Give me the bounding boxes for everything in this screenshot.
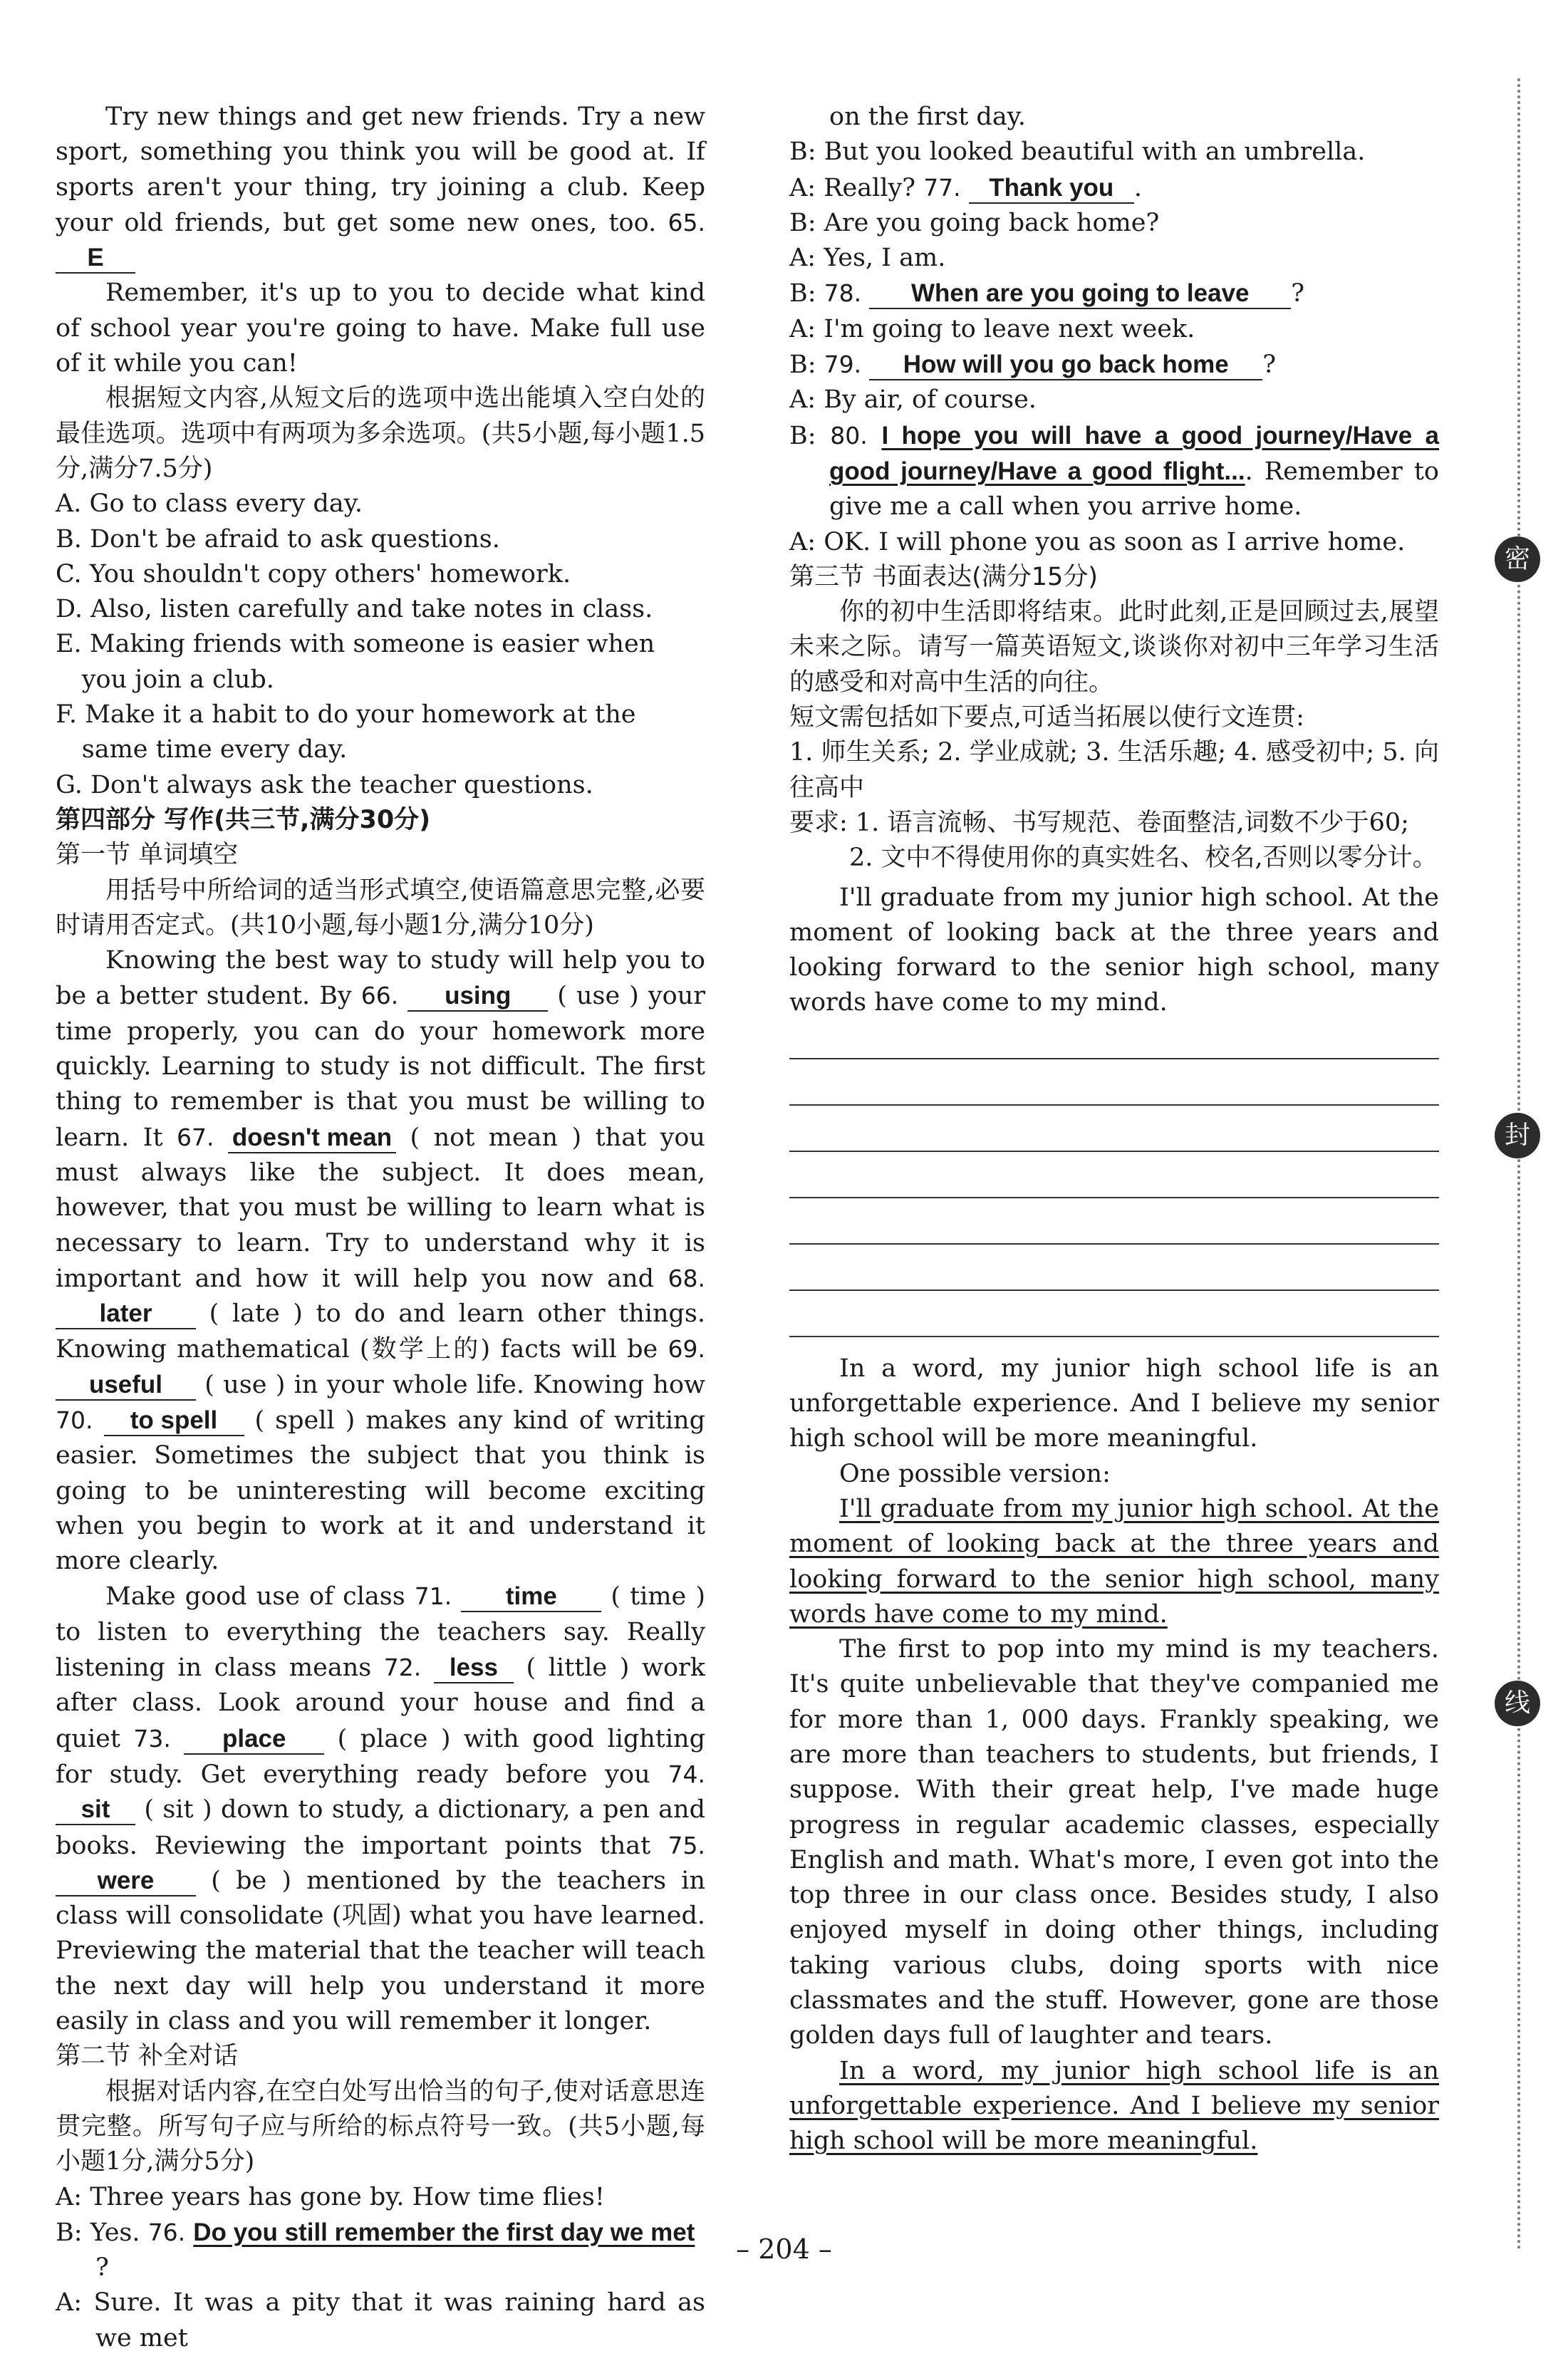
page-number: – 204 – — [736, 2233, 832, 2265]
writing-line — [789, 1336, 1439, 1337]
writing-line — [789, 1104, 1439, 1106]
dialogue-line: B: 78. When are you going to leave ? — [789, 279, 1305, 308]
question-number: 71. — [414, 1582, 452, 1611]
question-number: 66. — [360, 982, 399, 1010]
answer-74: sit — [56, 1795, 135, 1825]
dialogue-line: A: I'm going to leave next week. — [789, 314, 1195, 343]
option-b: B. Don't be afraid to ask questions. — [56, 524, 500, 554]
writing-line — [789, 1289, 1439, 1291]
paragraph-text: Try new things and get new friends. Try a new sport, something you think you will be good at. If sports aren't your thing, try joining a club. Keep your old friends, but get some new ones, too. — [56, 103, 705, 237]
essay-closing: In a word, my junior high school life is an unforgettable experience. And I believe my senior high school will be more meaningful. — [789, 1354, 1439, 1453]
answer-66: using — [407, 982, 548, 1012]
question-number: 70. — [56, 1406, 93, 1434]
dialogue-line: A: Sure. It was a pity that it was raining hard as we met — [56, 2288, 705, 2352]
answer-67: doesn't mean — [228, 1123, 396, 1153]
dialogue-line: B: 79. How will you go back home ? — [789, 351, 1277, 380]
writing-line — [789, 1197, 1439, 1198]
writing-lines — [789, 1058, 1439, 1337]
writing-line — [789, 1151, 1439, 1152]
question-number: 69. — [668, 1335, 705, 1364]
question-number: 67. — [176, 1123, 214, 1151]
instruction: 短文需包括如下要点,可适当拓展以使行文连贯: — [789, 703, 1304, 732]
section-title: 第一节 单词填空 — [56, 841, 239, 870]
question-number: 78. — [824, 279, 862, 308]
question-number: 65. — [668, 208, 705, 237]
answer-75: were — [56, 1867, 196, 1896]
instruction: 用括号中所给词的适当形式填空,使语篇意思完整,必要时请用否定式。(共10小题,每小题1分,满分10分) — [56, 876, 705, 940]
seal-mark: 封 — [1495, 1113, 1540, 1158]
question-number: 77. — [923, 173, 961, 202]
option-f: F. Make it a habit to do your homework at the same time every day. — [56, 700, 636, 764]
seal-mark: 密 — [1495, 536, 1540, 582]
question-number: 80. — [830, 421, 868, 450]
answer-80: I hope you will have a good journey/Have a good journey/Have a good flight... — [829, 421, 1439, 485]
dialogue-line: A: OK. I will phone you as soon as I arrive home. — [789, 527, 1406, 556]
option-d: D. Also, listen carefully and take notes in class. — [56, 595, 653, 624]
question-number: 68. — [668, 1264, 705, 1292]
answer-68: later — [56, 1299, 196, 1329]
right-column — [789, 100, 1439, 2159]
answer-72: less — [434, 1654, 514, 1683]
version-label: One possible version: — [839, 1459, 1111, 1488]
answer-78: When are you going to leave — [869, 279, 1291, 309]
dialogue-line: B: But you looked beautiful with an umbrella. — [789, 137, 1366, 167]
dialogue-line: A: Three years has gone by. How time flies! — [56, 2182, 605, 2211]
key-points: 1. 师生关系; 2. 学业成就; 3. 生活乐趣; 4. 感受初中; 5. 向往高中 — [789, 738, 1439, 802]
question-number: 79. — [824, 351, 862, 379]
instruction: 根据短文内容,从短文后的选项中选出能填入空白处的最佳选项。选项中有两项为多余选项。(共5小题,每小题1.5分,满分7.5分) — [56, 384, 705, 483]
section-title: 第二节 补全对话 — [56, 2042, 239, 2071]
section-title: 第三节 书面表达(满分15分) — [789, 562, 1098, 591]
dialogue-line: B: 80. I hope you will have a good journey/Have a good journey/Have a good flight.... Remember to give me a call when you arrive home. — [789, 421, 1439, 521]
question-number: 75. — [668, 1831, 705, 1859]
cloze-paragraph: Make good use of class 71. time ( time ) to listen to everything the teachers say. Really listening in class means 72. less ( little ) work after class. Look around your house and find a quiet 73. place ( place ) with good lighting for study. Get everything ready before you 74. sit ( sit ) down to study, a dictionary, a pen and books. Reviewing the important points that 75. were ( be ) mentioned by the teachers in class will consolidate (巩固) what you have learned. Previewing the material that the teacher will teach the next day will help you understand it more easily in class and you will remember it longer. — [56, 1582, 705, 2036]
question-number: 74. — [668, 1760, 705, 1788]
answer-65: E — [56, 244, 135, 274]
part-title: 第四部分 写作(共三节,满分30分) — [56, 805, 431, 834]
option-c: C. You shouldn't copy others' homework. — [56, 559, 571, 588]
answer-69: useful — [56, 1371, 196, 1401]
option-a: A. Go to class every day. — [56, 489, 363, 519]
dialogue-line: on the first day. — [829, 103, 1026, 131]
answer-79: How will you go back home — [869, 351, 1262, 380]
writing-line — [789, 1058, 1439, 1059]
answer-73: place — [184, 1725, 324, 1755]
requirement: 2. 文中不得使用你的真实姓名、校名,否则以零分计。 — [849, 844, 1438, 873]
writing-line — [789, 1243, 1439, 1245]
dialogue-line: A: By air, of course. — [789, 385, 1037, 415]
dialogue-line: B: Are you going back home? — [789, 208, 1160, 237]
sample-closing: In a word, my junior high school life is an unforgettable experience. And I believe my senior high school will be more meaningful. — [789, 2056, 1439, 2156]
question-number: 73. — [133, 1724, 171, 1753]
option-g: G. Don't always ask the teacher questions. — [56, 770, 593, 799]
reading-paragraph: Remember, it's up to you to decide what kind of school year you're going to have. Make full use of it while you can! — [56, 279, 705, 378]
dialogue-line: A: Really? 77. Thank you . — [789, 173, 1142, 202]
sample-body: The first to pop into my mind is my teachers. It's quite unbelievable that they've companied me for more than 1, 000 days. Frankly speaking, we are more than teachers to students, but friends, I suppose. With their great help, I've made huge progress in regular academic classes, especially English and math. What's more, I even got into the top three in our class once. Besides study, I also enjoyed myself in doing other things, including taking various clubs, doing sports with nice classmates and the stuff. However, gone are those golden days full of laughter and tears. — [789, 1635, 1439, 2050]
question-number: 76. — [147, 2218, 186, 2246]
answer-70: to spell — [104, 1406, 244, 1436]
cloze-paragraph: Knowing the best way to study will help you to be a better student. By 66. using ( use ) your time properly, you can do your homework more quickly. Learning to study is not difficult. The first thing to remember is that you must be willing to learn. It 67. doesn't mean ( not mean ) that you must always like the subject. It does mean, however, that you must be willing to learn what is necessary to learn. Try to understand why it is important and how it will help you now and 68. later ( late ) to do and learn other things. Knowing mathematical (数学上的) facts will be 69. useful ( use ) in your whole life. Knowing how 70. to spell ( spell ) makes any kind of writing easier. Sometimes the subject that you think is going to be uninteresting will become exciting when you begin to work at it and understand it more clearly. — [56, 946, 705, 1576]
dialogue-line: A: Yes, I am. — [789, 244, 946, 273]
essay-opening: I'll graduate from my junior high school. At the moment of looking back at the three years and looking forward to the senior high school, many words have come to my mind. — [789, 883, 1439, 1017]
option-e: E. Making friends with someone is easier when you join a club. — [56, 630, 655, 694]
reading-paragraph — [56, 100, 705, 276]
question-number: 72. — [383, 1654, 422, 1682]
requirement: 要求: 1. 语言流畅、书写规范、卷面整洁,词数不少于60; — [789, 808, 1409, 837]
binding-dotted-line — [1517, 78, 1520, 2251]
sample-opening: I'll graduate from my junior high school. At the moment of looking back at the three years and looking forward to the senior high school, many words have come to my mind. — [789, 1494, 1439, 1629]
answer-76: Do you still remember the first day we met — [193, 2218, 695, 2246]
answer-71: time — [461, 1582, 601, 1612]
answer-77: Thank you — [969, 174, 1134, 204]
instruction: 根据对话内容,在空白处写出恰当的句子,使对话意思连贯完整。所写句子应与所给的标点符号一致。(共5小题,每小题1分,满分5分) — [56, 2077, 705, 2176]
dialogue-line: B: Yes. 76. Do you still remember the first day we met ? — [56, 2218, 695, 2283]
left-column — [56, 100, 705, 2356]
seal-mark: 线 — [1495, 1681, 1540, 1726]
instruction: 你的初中生活即将结束。此时此刻,正是回顾过去,展望未来之际。请写一篇英语短文,谈谈你对初中三年学习生活的感受和对高中生活的向往。 — [789, 598, 1439, 697]
